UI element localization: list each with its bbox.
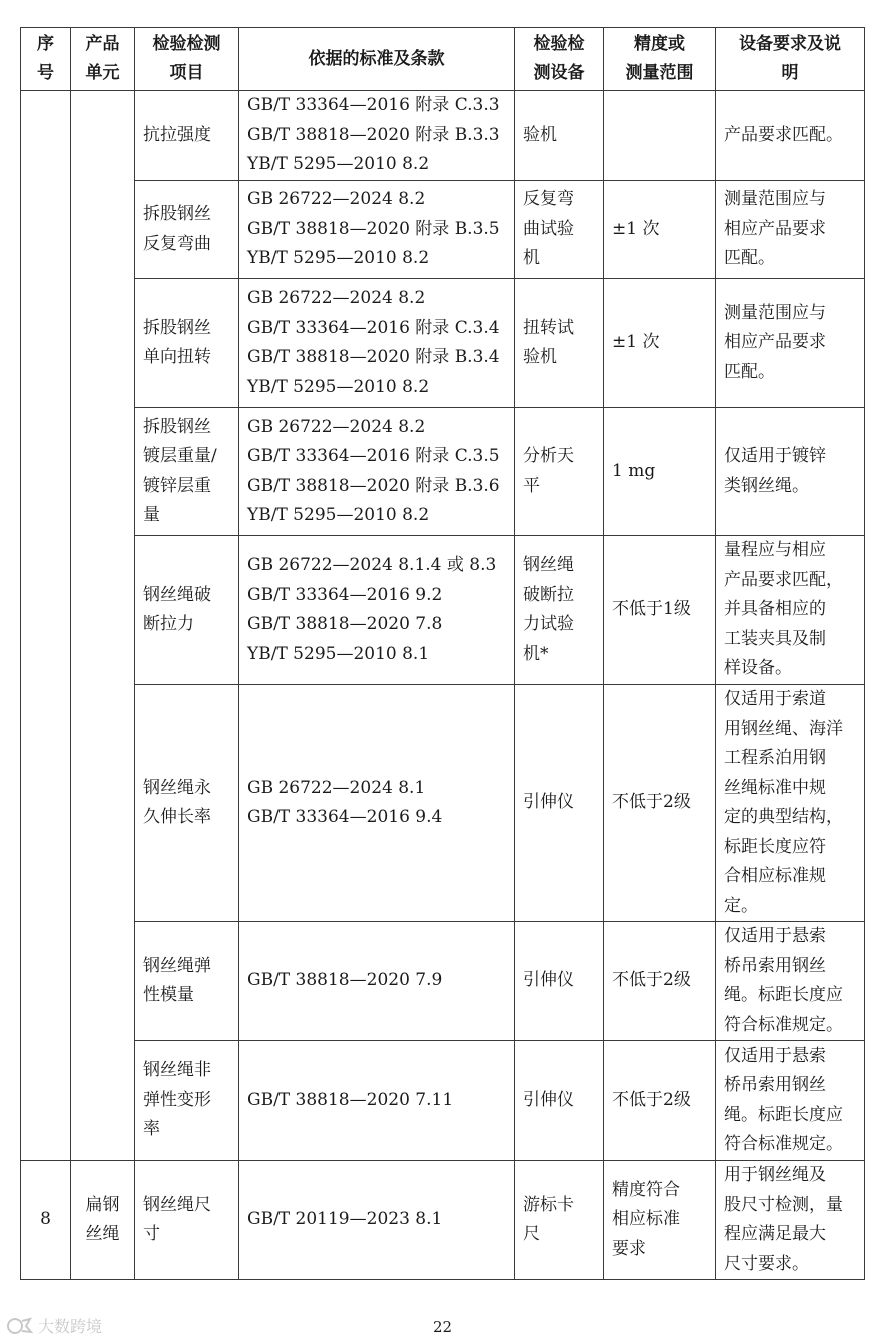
requirement-line: 产品要求匹配， — [724, 569, 843, 590]
test-item-line: 率 — [143, 1119, 160, 1140]
table-row — [21, 536, 865, 685]
header-precision: 精度或 测量范围 — [604, 28, 716, 91]
standards-line: GB/T 38818—2020 附录 B.3.4 — [247, 347, 500, 367]
requirement-line: 工装夹具及制 — [724, 628, 826, 649]
seq-cell — [21, 91, 71, 1161]
header-test-item: 检验检测 项目 — [135, 28, 239, 91]
equipment-cell — [515, 922, 604, 1041]
equipment-line: 钢丝绳 — [523, 555, 574, 575]
equipment-line: 扭转试 — [523, 317, 574, 338]
requirement-line: 定的典型结构， — [724, 807, 843, 827]
equipment-cell — [515, 685, 604, 922]
requirement-line: 并具备相应的 — [724, 599, 826, 620]
test-item-line: 单向扭转 — [143, 347, 211, 367]
table-row — [21, 1041, 865, 1161]
requirement-line: 标距长度应符 — [724, 836, 826, 857]
test-item-cell — [135, 279, 239, 408]
requirement-line: 类钢丝绳。 — [724, 475, 809, 496]
equipment-line: 验机 — [523, 347, 557, 367]
requirement-cell — [716, 279, 865, 408]
requirement-line: 工程系泊用钢 — [724, 748, 826, 768]
precision-cell — [604, 536, 716, 685]
table-row-last — [21, 1161, 865, 1280]
page-number: 22 — [432, 1318, 453, 1336]
standards-line: GB/T 33364—2016 附录 C.3.3 — [247, 95, 500, 116]
requirement-line: 仅适用于索道 — [724, 689, 826, 709]
table-row — [21, 922, 865, 1041]
standards-line: YB/T 5295—2010 8.2 — [247, 154, 430, 175]
test-item-line: 拆股钢丝 — [143, 416, 211, 437]
requirement-line: 匹配。 — [724, 248, 775, 269]
table-row — [21, 279, 865, 408]
test-item-line: 钢丝绳非 — [143, 1060, 211, 1081]
test-item-line: 弹性变形 — [143, 1089, 211, 1110]
seq-cell: 8 — [21, 1161, 71, 1280]
standards-line: GB 26722—2024 8.2 — [247, 288, 426, 308]
equipment-line: 引伸仪 — [523, 1089, 574, 1110]
test-item-cell — [135, 922, 239, 1041]
inspection-spec-table — [20, 27, 865, 1280]
requirement-line: 测量范围应与 — [724, 302, 826, 323]
test-item-line: 钢丝绳弹 — [143, 955, 211, 976]
precision-cell — [604, 685, 716, 922]
requirement-line: 仅适用于悬索 — [724, 1045, 826, 1066]
requirement-cell — [716, 536, 865, 685]
header-product-unit: 产品 单元 — [71, 28, 135, 91]
table-row — [21, 91, 865, 181]
table-header-row — [21, 28, 865, 91]
precision-line: 不低于2级 — [612, 970, 691, 991]
requirement-cell — [716, 1041, 865, 1161]
table-row — [21, 181, 865, 279]
equipment-line: 分析天 — [523, 446, 574, 466]
precision-cell: 精度符合 相应标准 要求 — [604, 1161, 716, 1280]
standards-cell — [239, 279, 515, 408]
requirement-cell — [716, 408, 865, 536]
precision-line: ±1 次 — [612, 332, 660, 353]
test-item-line: 久伸长率 — [143, 807, 211, 827]
requirement-cell — [716, 685, 865, 922]
standards-line: GB 26722—2024 8.1 — [247, 777, 426, 798]
product-unit-cell — [71, 91, 135, 1161]
requirement-line: 绳。标距长度应 — [724, 985, 843, 1005]
table-row — [21, 685, 865, 922]
test-item-line: 拆股钢丝 — [143, 317, 211, 338]
standards-line: GB/T 38818—2020 附录 B.3.3 — [247, 124, 500, 145]
precision-cell — [604, 408, 716, 536]
test-item-cell — [135, 181, 239, 279]
header-seq: 序 号 — [21, 28, 71, 91]
test-item-line: 性模量 — [143, 985, 194, 1005]
requirement-line: 桥吊索用钢丝 — [724, 1075, 826, 1095]
equipment-line: 机* — [523, 643, 549, 664]
standards-cell — [239, 922, 515, 1041]
header-standards: 依据的标准及条款 — [239, 28, 515, 91]
requirement-line: 匹配。 — [724, 361, 775, 382]
test-item-line: 镀锌层重 — [143, 475, 211, 496]
test-item-line: 钢丝绳破 — [143, 584, 211, 605]
test-item-cell — [135, 1041, 239, 1161]
requirement-line: 定。 — [724, 895, 758, 916]
requirement-cell: 用于钢丝绳及 股尺寸检测，量 程应满足最大 尺寸要求。 — [716, 1161, 865, 1280]
standards-line: YB/T 5295—2010 8.2 — [247, 505, 430, 525]
equipment-cell: 游标卡 尺 — [515, 1161, 604, 1280]
precision-cell — [604, 91, 716, 181]
watermark-text: 大数跨境 — [38, 1317, 103, 1336]
test-item-line: 钢丝绳永 — [143, 777, 211, 798]
standards-line: GB 26722—2024 8.2 — [247, 416, 426, 437]
requirement-line: 测量范围应与 — [724, 189, 826, 210]
standards-line: GB 26722—2024 8.1.4 或 8.3 — [247, 555, 497, 575]
standards-line: YB/T 5295—2010 8.2 — [247, 248, 430, 269]
requirement-line: 样设备。 — [724, 658, 792, 679]
standards-line: GB/T 38818—2020 7.9 — [247, 970, 443, 991]
equipment-line: 引伸仪 — [523, 970, 574, 991]
standards-line: GB/T 38818—2020 附录 B.3.5 — [247, 218, 500, 239]
requirement-line: 绳。标距长度应 — [724, 1104, 843, 1125]
standards-line: GB/T 38818—2020 7.8 — [247, 614, 443, 634]
precision-line: 不低于1级 — [612, 599, 691, 620]
equipment-line: 破断拉 — [523, 584, 574, 605]
standards-line: YB/T 5295—2010 8.2 — [247, 376, 430, 397]
equipment-line: 验机 — [523, 124, 557, 145]
test-item-line: 反复弯曲 — [143, 233, 211, 254]
standards-cell: GB/T 20119—2023 8.1 — [239, 1161, 515, 1280]
requirement-line: 产品要求匹配。 — [724, 124, 843, 145]
test-item-line: 量 — [143, 505, 160, 525]
requirement-line: 符合标准规定。 — [724, 1014, 843, 1035]
requirement-cell — [716, 922, 865, 1041]
precision-cell — [604, 181, 716, 279]
test-item-line: 镀层重量/ — [143, 446, 217, 466]
requirement-line: 仅适用于悬索 — [724, 926, 826, 946]
table-row — [21, 408, 865, 536]
test-item-line: 断拉力 — [143, 614, 194, 634]
standards-line: GB/T 33364—2016 9.4 — [247, 807, 443, 827]
requirement-line: 量程应与相应 — [724, 540, 826, 561]
equipment-cell — [515, 91, 604, 181]
equipment-cell — [515, 408, 604, 536]
requirement-cell — [716, 91, 865, 181]
test-item-cell: 钢丝绳尺 寸 — [135, 1161, 239, 1280]
equipment-cell — [515, 181, 604, 279]
precision-cell — [604, 922, 716, 1041]
header-requirement: 设备要求及说 明 — [716, 28, 865, 91]
requirement-line: 用钢丝绳、海洋 — [724, 718, 843, 739]
precision-line: ±1 次 — [612, 218, 660, 239]
standards-cell — [239, 685, 515, 922]
precision-line: 不低于2级 — [612, 792, 691, 813]
standards-line: GB/T 33364—2016 附录 C.3.4 — [247, 317, 500, 338]
test-item-cell — [135, 91, 239, 181]
equipment-line: 平 — [523, 475, 540, 496]
requirement-line: 丝绳标准中规 — [724, 777, 826, 798]
test-item-cell — [135, 536, 239, 685]
requirement-line: 桥吊索用钢丝 — [724, 955, 826, 976]
test-item-line: 拆股钢丝 — [143, 204, 211, 224]
standards-cell — [239, 91, 515, 181]
standards-line: GB 26722—2024 8.2 — [247, 189, 426, 210]
equipment-line: 机 — [523, 248, 540, 269]
standards-line: GB/T 38818—2020 7.11 — [247, 1089, 454, 1110]
header-equipment: 检验检 测设备 — [515, 28, 604, 91]
standards-line: GB/T 33364—2016 附录 C.3.5 — [247, 446, 500, 466]
requirement-line: 相应产品要求 — [724, 218, 826, 239]
equipment-line: 力试验 — [523, 614, 574, 634]
standards-line: GB/T 38818—2020 附录 B.3.6 — [247, 475, 500, 496]
standards-cell — [239, 181, 515, 279]
requirement-line: 相应产品要求 — [724, 332, 826, 353]
standards-line: GB/T 33364—2016 9.2 — [247, 584, 443, 605]
precision-cell — [604, 1041, 716, 1161]
requirement-cell — [716, 181, 865, 279]
equipment-line: 曲试验 — [523, 218, 574, 239]
precision-line: 1 mg — [612, 460, 656, 481]
precision-cell — [604, 279, 716, 408]
standards-line: YB/T 5295—2010 8.1 — [247, 643, 430, 664]
equipment-cell — [515, 1041, 604, 1161]
standards-cell — [239, 1041, 515, 1161]
equipment-cell — [515, 279, 604, 408]
standards-cell — [239, 408, 515, 536]
product-unit-cell: 扁钢 丝绳 — [71, 1161, 135, 1280]
test-item-cell — [135, 408, 239, 536]
requirement-line: 符合标准规定。 — [724, 1134, 843, 1154]
equipment-line: 引伸仪 — [523, 792, 574, 813]
equipment-cell — [515, 536, 604, 685]
requirement-line: 仅适用于镀锌 — [724, 446, 826, 466]
test-item-cell — [135, 685, 239, 922]
test-item-line: 抗拉强度 — [143, 124, 211, 145]
requirement-line: 合相应标准规 — [724, 866, 826, 886]
standards-cell — [239, 536, 515, 685]
precision-line: 不低于2级 — [612, 1089, 691, 1110]
equipment-line: 反复弯 — [523, 189, 574, 210]
